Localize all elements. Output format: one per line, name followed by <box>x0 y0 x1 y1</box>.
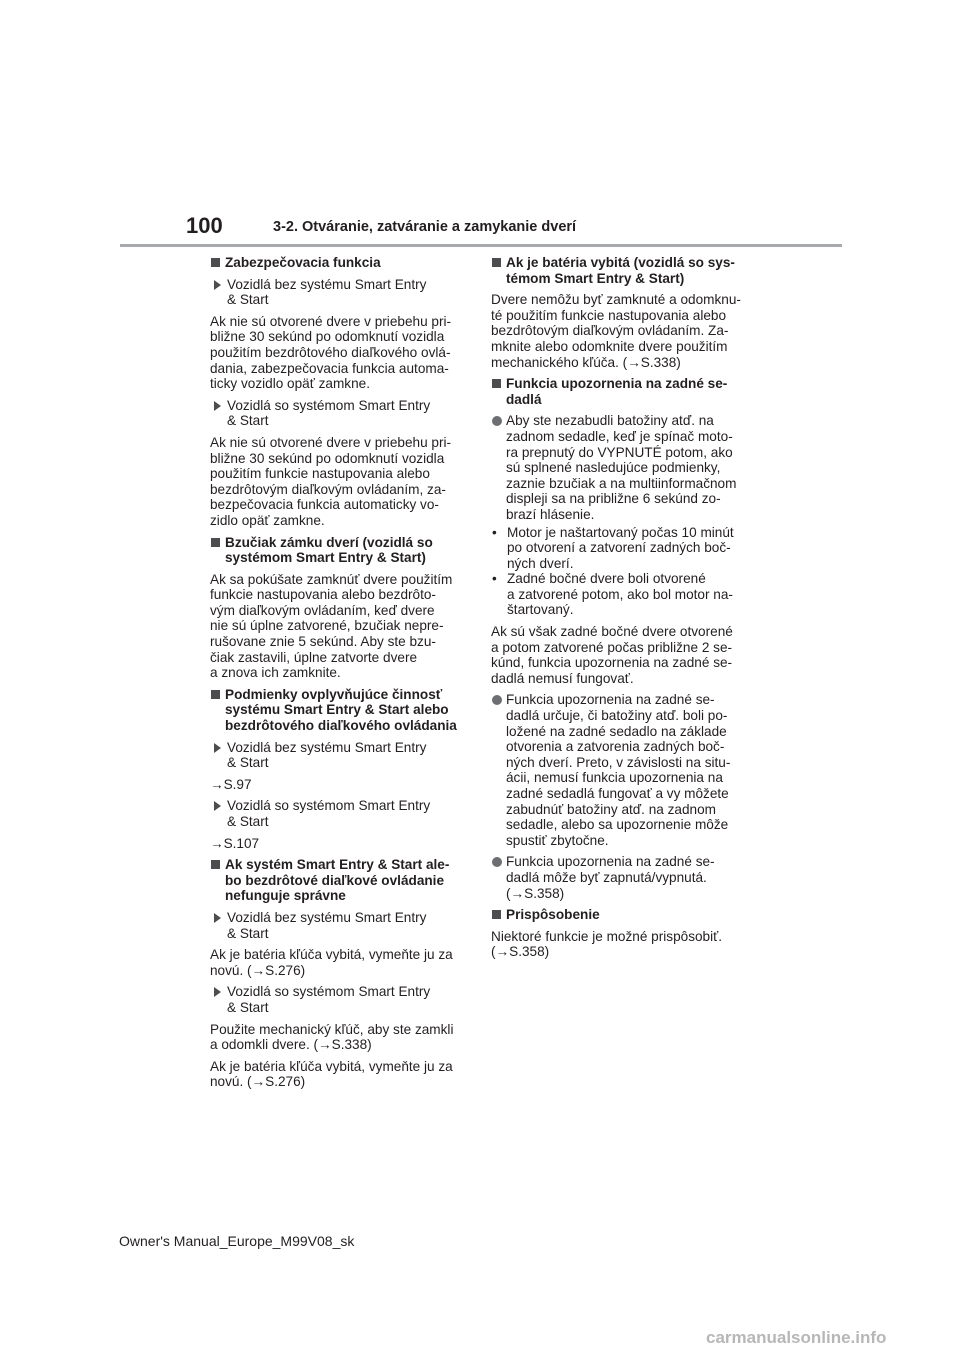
paragraph: Dvere nemôžu byť zamknuté a odomknu- té použitím funkcie nastupovania alebo bezdrôtovým diaľkovým ovládaním. Za- mknite alebo odomknite dvere použitím mechanického kľúča. (→S.338) <box>491 292 741 370</box>
circle-bullet-icon <box>492 695 502 705</box>
heading-text: Bzučiak zámku dverí (vozidlá so systémom Smart Entry & Start) <box>225 534 433 566</box>
left-column <box>210 255 465 1096</box>
footer-text: Owner's Manual_Europe_M99V08_sk <box>119 1233 355 1249</box>
circle-bullet-item <box>491 854 746 901</box>
list-item <box>491 571 746 618</box>
list-item <box>491 525 746 572</box>
subheading-text: Vozidlá so systémom Smart Entry & Start <box>227 798 431 829</box>
heading-text: Funkcia upozornenia na zadné se- dadlá <box>506 376 728 407</box>
triangle-bullet-icon <box>214 743 221 753</box>
triangle-bullet-icon <box>214 401 221 411</box>
heading-text: Podmienky ovplyvňujúce činnosť systému Smart Entry & Start alebo bezdrôtového diaľkového ovládania <box>225 686 457 734</box>
paragraph: Ak nie sú otvorené dvere v priebehu pri- bližne 30 sekúnd po odomknutí vozidla použitím bezdrôtového diaľkového ovlá- dania, zabezpečovacia funkcia automa- ticky vozidlo opäť zamkne. <box>210 313 452 392</box>
triangle-bullet-icon <box>214 801 221 811</box>
paragraph: Ak sa pokúšate zamknúť dvere použitím funkcie nastupovania alebo bezdrôto- vým diaľkovým ovládaním, keď dvere nie sú úplne zatvorené, bzučiak nepre- rušovane znie 5 sekúnd. Aby ste bzu- čiak zastavili, úplne zatvorte dvere a znova ich zamknite. <box>210 571 453 681</box>
subheading-text: Vozidlá so systémom Smart Entry & Start <box>227 397 431 429</box>
subheading <box>210 798 465 829</box>
circle-bullet-item <box>491 692 746 848</box>
square-bullet-icon <box>211 860 220 869</box>
square-bullet-icon <box>492 258 501 267</box>
subheading <box>210 740 465 771</box>
page-header <box>0 0 960 250</box>
circle-bullet-item <box>491 413 746 522</box>
paragraph: Ak je batéria kľúča vybitá, vymeňte ju za novú. (→S.276) <box>210 947 453 978</box>
header-rule <box>120 244 842 247</box>
section-heading <box>491 907 746 923</box>
right-column <box>491 255 746 966</box>
triangle-bullet-icon <box>214 913 221 923</box>
paragraph: Ak je batéria kľúča vybitá, vymeňte ju za novú. (→S.276) <box>210 1058 453 1090</box>
square-bullet-icon <box>211 258 220 267</box>
dot-marker: • <box>492 524 497 540</box>
paragraph: Ak sú však zadné bočné dvere otvorené a potom zatvorené počas približne 2 se- kúnd, funkcia upozornenia na zadné se- dadlá nemusí fungovať. <box>491 624 733 686</box>
subheading <box>210 910 465 941</box>
section-heading <box>210 857 465 904</box>
triangle-bullet-icon <box>214 280 221 290</box>
page-reference: →S.107 <box>210 835 260 851</box>
subheading-text: Vozidlá bez systému Smart Entry & Start <box>227 739 427 771</box>
dot-marker: • <box>492 571 497 587</box>
circle-bullet-icon <box>492 416 502 426</box>
subheading <box>210 984 465 1015</box>
subheading <box>210 277 465 308</box>
section-heading <box>491 376 746 407</box>
heading-text: Ak je batéria vybitá (vozidlá so sys- témom Smart Entry & Start) <box>506 255 735 286</box>
section-heading <box>210 255 465 271</box>
circle-bullet-icon <box>492 857 502 867</box>
paragraph: Ak nie sú otvorené dvere v priebehu pri- bližne 30 sekúnd po odomknutí vozidla použitím funkcie nastupovania alebo bezdrôtovým diaľkovým ovládaním, za- bezpečovacia funkcia automaticky vo- zidlo opäť zamkne. <box>210 434 452 528</box>
list-item-text: Zadné bočné dvere boli otvorené a zatvorené potom, ako bol motor na- štartovaný. <box>507 571 733 618</box>
section-heading <box>210 535 465 566</box>
bullet-text: Funkcia upozornenia na zadné se- dadlá určuje, či batožiny atď. boli po- ložené na zadné sedadlo na základe otvorenia a zatvorenia zadných boč- ných dverí. Preto, v závislosti na situ- ácii, nemusí funkcia upozornenia na zadné sedadlá fungovať a vy môžete zabudnúť batožiny atď. na zadnom sedadle, alebo sa upozornenie môže spustiť zbytočne. <box>506 692 731 848</box>
page-reference: →S.97 <box>210 776 252 792</box>
heading-text: Zabezpečovacia funkcia <box>225 255 381 270</box>
bullet-text: Funkcia upozornenia na zadné se- dadlá môže byť zapnutá/vypnutá. (→S.358) <box>506 854 715 901</box>
square-bullet-icon <box>211 690 220 699</box>
bullet-text: Aby ste nezabudli batožiny atď. na zadnom sedadle, keď je spínač moto- ra prepnutý do VYPNUTÉ potom, ako sú splnené nasledujúce podmienky, zaznie bzučiak a na multiinformačnom displeji sa na približne 6 sekúnd zo- brazí hlásenie. <box>506 413 737 522</box>
paragraph: Niektoré funkcie je možné prispôsobiť. (→S.358) <box>491 928 723 960</box>
subheading-text: Vozidlá so systémom Smart Entry & Start <box>227 984 431 1015</box>
section-heading <box>210 687 465 734</box>
square-bullet-icon <box>492 910 501 919</box>
triangle-bullet-icon <box>214 987 221 997</box>
square-bullet-icon <box>492 379 501 388</box>
watermark: carmanualsonline.info <box>706 1328 887 1347</box>
page-number: 100 <box>186 213 223 238</box>
subheading-text: Vozidlá bez systému Smart Entry & Start <box>227 909 427 941</box>
list-item-text: Motor je naštartovaný počas 10 minút po otvorení a zatvorení zadných boč- ných dverí. <box>507 524 734 571</box>
square-bullet-icon <box>211 538 220 547</box>
chapter-title: 3-2. Otváranie, zatváranie a zamykanie dverí <box>273 219 577 235</box>
subheading-text: Vozidlá bez systému Smart Entry & Start <box>227 276 427 308</box>
subheading <box>210 398 465 429</box>
condition-list <box>491 525 746 619</box>
section-heading <box>491 255 746 286</box>
heading-text: Prispôsobenie <box>506 907 600 923</box>
heading-text: Ak systém Smart Entry & Start ale- bo bezdrôtové diaľkové ovládanie nefunguje správne <box>225 857 450 904</box>
paragraph: Použite mechanický kľúč, aby ste zamkli a odomkli dvere. (→S.338) <box>210 1021 454 1053</box>
